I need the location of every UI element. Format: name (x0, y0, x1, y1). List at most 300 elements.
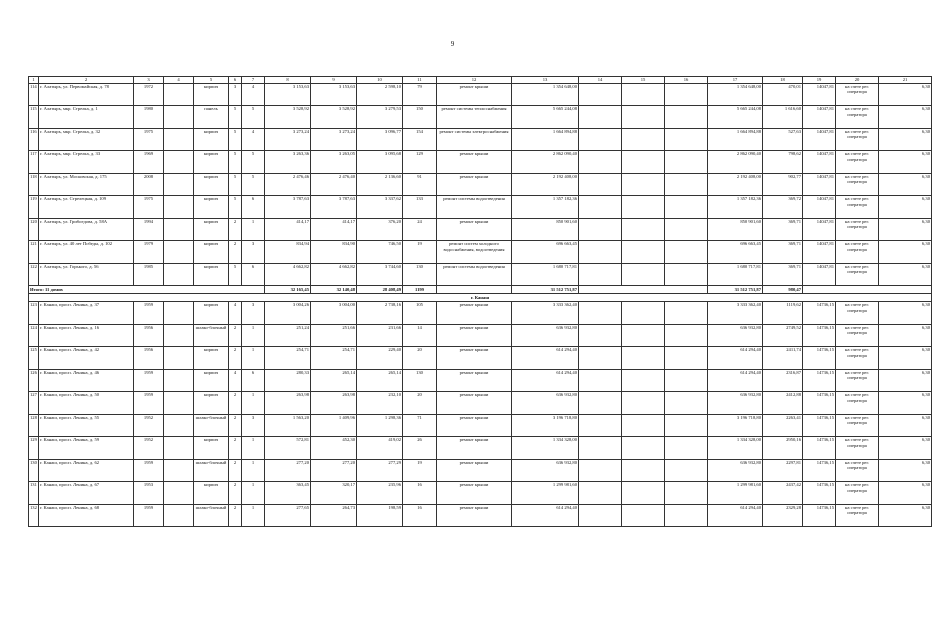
column-number: 3 (134, 77, 164, 84)
cell-addr: г. Канаш, просп. Ленина, д. 46 (39, 369, 134, 392)
cell-c19: 14736,15 (803, 504, 836, 527)
empty-cell (164, 437, 194, 460)
cell-c19: 14047,81 (803, 83, 836, 106)
cell-c19: 14047,81 (803, 263, 836, 286)
cell-mat: кирпич (194, 173, 229, 196)
cell-year: 1952 (134, 437, 164, 460)
cell-en: 1 (242, 324, 265, 347)
cell-a3: 3 095,68 (357, 151, 403, 174)
empty-cell (164, 347, 194, 370)
city-row (29, 294, 932, 302)
cell-c20: на счете рег. оператора (836, 218, 879, 241)
table-row (29, 392, 932, 415)
cell-a3: 3 279,53 (357, 106, 403, 129)
cell-c21: 6,30 (879, 263, 932, 286)
cell-year: 1969 (134, 151, 164, 174)
cell-a1: 2 476,46 (265, 173, 311, 196)
cell-cost: 636 932,80 (512, 459, 579, 482)
cell-year: 1953 (134, 482, 164, 505)
page-number: 9 (450, 40, 455, 48)
column-number: 7 (242, 77, 265, 84)
cell-mat: кирпич (194, 302, 229, 325)
cell-year: 2008 (134, 173, 164, 196)
cell-fl: 4 (229, 302, 242, 325)
empty-cell (622, 414, 665, 437)
column-number: 1 (29, 77, 39, 84)
cell-a3: 376,20 (357, 218, 403, 241)
cell-c17: 696 663,45 (708, 241, 763, 264)
cell-res: 129 (403, 151, 437, 174)
empty-cell (164, 83, 194, 106)
cell-fl: 5 (229, 263, 242, 286)
table-row (29, 324, 932, 347)
column-number: 10 (357, 77, 403, 84)
cell-c21: 6,30 (879, 196, 932, 219)
column-number: 19 (803, 77, 836, 84)
cell-en: 3 (242, 302, 265, 325)
empty-cell (665, 106, 708, 129)
empty-cell (164, 196, 194, 219)
empty-cell (579, 414, 622, 437)
empty-cell (622, 324, 665, 347)
cell-c17: 2 862 090,40 (708, 151, 763, 174)
cell-a1: 4 662,82 (265, 263, 311, 286)
cell-c17: 636 932,80 (708, 459, 763, 482)
cell-a2: 834,90 (311, 241, 357, 264)
empty-cell (622, 347, 665, 370)
column-number: 8 (265, 77, 311, 84)
empty-cell (579, 504, 622, 527)
cell-en: 4 (242, 128, 265, 151)
table-row (29, 173, 932, 196)
cell-a3: 232,10 (357, 392, 403, 415)
cell-a1: 3 273,24 (265, 128, 311, 151)
cell-c20: на счете рег. оператора (836, 369, 879, 392)
cell-c20: на счете рег. оператора (836, 414, 879, 437)
cell-mat: панель (194, 106, 229, 129)
cell-addr: г. Алатырь, ул. Первомайская, д. 78 (39, 83, 134, 106)
cell-year: 1959 (134, 302, 164, 325)
cell-addr: г. Канаш, просп. Ленина, д. 62 (39, 459, 134, 482)
cell-year: 1972 (134, 83, 164, 106)
cell-addr: г. Алатырь, мкр. Стрелка, д. 32 (39, 128, 134, 151)
column-number: 16 (665, 77, 708, 84)
column-number: 12 (437, 77, 512, 84)
cell-c18: 369,71 (763, 218, 803, 241)
cell-c17: 2 192 408,00 (708, 173, 763, 196)
cell-n: 128 (29, 414, 39, 437)
cell-addr: г. Канаш, просп. Ленина, д. 59 (39, 437, 134, 460)
empty-cell (622, 241, 665, 264)
cell-res: 24 (403, 218, 437, 241)
cell-addr: г. Канаш, просп. Ленина, д. 16 (39, 324, 134, 347)
cell-a2: 254,71 (311, 347, 357, 370)
empty-cell (622, 83, 665, 106)
cell-c20: на счете рег. оператора (836, 482, 879, 505)
cell-c19: 14736,15 (803, 459, 836, 482)
empty-cell (665, 504, 708, 527)
cell-addr: г. Алатырь, ул. Московская, д. 175 (39, 173, 134, 196)
cell-c20: на счете рег. оператора (836, 347, 879, 370)
empty-cell (579, 286, 708, 294)
cell-a3: 419,02 (357, 437, 403, 460)
total-row (29, 286, 932, 294)
cell-n: 127 (29, 392, 39, 415)
empty-cell (579, 347, 622, 370)
cell-work: ремонт системы электроснабжения (437, 128, 512, 151)
empty-cell (164, 218, 194, 241)
cell-work: ремонт крыши (437, 302, 512, 325)
column-number: 17 (708, 77, 763, 84)
empty-cell (164, 128, 194, 151)
cell-fl: 5 (229, 196, 242, 219)
empty-cell (622, 106, 665, 129)
cell-c17: 1 334 328,00 (708, 437, 763, 460)
cell-c20: на счете рег. оператора (836, 151, 879, 174)
empty-cell (665, 128, 708, 151)
cell-a2: 3 153,63 (311, 83, 357, 106)
cell-a1: 572,81 (265, 437, 311, 460)
cell-cost: 696 663,45 (512, 241, 579, 264)
cell-a1: 3 528,92 (265, 106, 311, 129)
cell-c17: 5 665 244,08 (708, 106, 763, 129)
cell-c18: 2297,81 (763, 459, 803, 482)
table-row (29, 504, 932, 527)
cell-c19: 14047,81 (803, 151, 836, 174)
empty-cell (164, 324, 194, 347)
cell-c21: 6,30 (879, 482, 932, 505)
total-a1: 32 165,45 (265, 286, 311, 294)
cell-a1: 254,71 (265, 347, 311, 370)
cell-c17: 1 664 894,88 (708, 128, 763, 151)
total-c18: 980,47 (763, 286, 803, 294)
cell-fl: 2 (229, 437, 242, 460)
empty-cell (622, 504, 665, 527)
cell-en: 6 (242, 263, 265, 286)
cell-fl: 2 (229, 218, 242, 241)
table-row (29, 414, 932, 437)
cell-c17: 614 294,40 (708, 369, 763, 392)
table-row (29, 263, 932, 286)
cell-n: 116 (29, 128, 39, 151)
cell-c20: на счете рег. оператора (836, 263, 879, 286)
cell-a2: 452,30 (311, 437, 357, 460)
cell-fl: 2 (229, 414, 242, 437)
cell-mat: шлако-блочный (194, 414, 229, 437)
cell-addr: г. Канаш, просп. Ленина, д. 37 (39, 302, 134, 325)
cell-c19: 14736,15 (803, 392, 836, 415)
cell-c18: 470,01 (763, 83, 803, 106)
empty-cell (622, 196, 665, 219)
cell-en: 6 (242, 196, 265, 219)
cell-year: 1959 (134, 369, 164, 392)
cell-c19: 14736,15 (803, 324, 836, 347)
cell-c20: на счете рег. оператора (836, 106, 879, 129)
empty-cell (164, 482, 194, 505)
cell-year: 1979 (134, 241, 164, 264)
cell-n: 131 (29, 482, 39, 505)
cell-cost: 850 901,60 (512, 218, 579, 241)
cell-addr: г. Алатырь, ул. Стрелецкая, д. 109 (39, 196, 134, 219)
cell-res: 130 (403, 369, 437, 392)
cell-c21: 6,30 (879, 392, 932, 415)
cell-a3: 2 598,10 (357, 83, 403, 106)
cell-work: ремонт системы теплоснабжения (437, 106, 512, 129)
cell-en: 1 (242, 437, 265, 460)
cell-mat: кирпич (194, 128, 229, 151)
empty-cell (164, 173, 194, 196)
cell-a1: 3 153,63 (265, 83, 311, 106)
cell-cost: 3 333 362,40 (512, 302, 579, 325)
cell-addr: г. Канаш, просп. Ленина, д. 67 (39, 482, 134, 505)
cell-a2: 265,14 (311, 369, 357, 392)
cell-c17: 1 680 717,81 (708, 263, 763, 286)
cell-a2: 264,73 (311, 504, 357, 527)
cell-c20: на счете рег. оператора (836, 459, 879, 482)
cell-fl: 2 (229, 504, 242, 527)
cell-work: ремонт крыши (437, 324, 512, 347)
cell-mat: кирпич (194, 218, 229, 241)
empty-cell (164, 459, 194, 482)
cell-n: 119 (29, 196, 39, 219)
city-name: г. Канаш (29, 294, 932, 302)
cell-c19: 14736,15 (803, 302, 836, 325)
cell-work: ремонт системы водоотведения (437, 196, 512, 219)
cell-a2: 3 528,92 (311, 106, 357, 129)
table-row (29, 369, 932, 392)
empty-cell (665, 414, 708, 437)
empty-cell (579, 196, 622, 219)
cell-en: 6 (242, 369, 265, 392)
column-number: 21 (879, 77, 932, 84)
cell-c18: 369,72 (763, 196, 803, 219)
cell-a1: 263,98 (265, 392, 311, 415)
cell-n: 117 (29, 151, 39, 174)
cell-c21: 6,30 (879, 347, 932, 370)
cell-mat: кирпич (194, 151, 229, 174)
empty-cell (665, 302, 708, 325)
cell-c20: на счете рег. оператора (836, 324, 879, 347)
cell-c18: 1 616,60 (763, 106, 803, 129)
table-row (29, 241, 932, 264)
cell-addr: г. Канаш, просп. Ленина, д. 68 (39, 504, 134, 527)
table-row (29, 196, 932, 219)
empty-cell (665, 369, 708, 392)
cell-c18: 2749,52 (763, 324, 803, 347)
cell-a2: 3 787,63 (311, 196, 357, 219)
column-number: 13 (512, 77, 579, 84)
cell-res: 105 (403, 302, 437, 325)
cell-en: 1 (242, 482, 265, 505)
cell-work: ремонт крыши (437, 459, 512, 482)
empty-cell (622, 173, 665, 196)
table-row (29, 459, 932, 482)
cell-c17: 850 901,60 (708, 218, 763, 241)
empty-cell (579, 263, 622, 286)
cell-year: 1985 (134, 263, 164, 286)
cell-en: 4 (242, 83, 265, 106)
cell-c21: 6,30 (879, 83, 932, 106)
empty-cell (665, 83, 708, 106)
cell-c19: 14047,81 (803, 106, 836, 129)
empty-cell (579, 106, 622, 129)
cell-year: 1959 (134, 392, 164, 415)
cell-addr: г. Алатырь, ул. Грибоедова, д. 58А (39, 218, 134, 241)
cell-mat: кирпич (194, 437, 229, 460)
cell-addr: г. Канаш, просп. Ленина, д. 55 (39, 414, 134, 437)
cell-a1: 3 263,36 (265, 151, 311, 174)
empty-cell (665, 151, 708, 174)
cell-mat: кирпич (194, 263, 229, 286)
cell-n: 123 (29, 302, 39, 325)
cell-cost: 2 192 408,00 (512, 173, 579, 196)
cell-c21: 6,30 (879, 324, 932, 347)
empty-cell (164, 369, 194, 392)
empty-cell (579, 392, 622, 415)
cell-work: ремонт крыши (437, 173, 512, 196)
cell-a3: 746,50 (357, 241, 403, 264)
cell-cost: 5 665 244,08 (512, 106, 579, 129)
cell-a1: 3 787,63 (265, 196, 311, 219)
cell-fl: 2 (229, 324, 242, 347)
cell-a1: 834,94 (265, 241, 311, 264)
empty-cell (579, 173, 622, 196)
column-number-row (29, 77, 932, 84)
cell-cost: 1 354 648,00 (512, 83, 579, 106)
cell-a1: 363,45 (265, 482, 311, 505)
cell-addr: г. Канаш, просп. Ленина, д. 42 (39, 347, 134, 370)
column-number: 20 (836, 77, 879, 84)
cell-mat: кирпич (194, 482, 229, 505)
cell-addr: г. Алатырь, ул. Горького, д. 56 (39, 263, 134, 286)
cell-c21: 6,30 (879, 151, 932, 174)
cell-a3: 2 738,16 (357, 302, 403, 325)
cell-work: ремонт крыши (437, 218, 512, 241)
cell-en: 1 (242, 218, 265, 241)
cell-a1: 251,24 (265, 324, 311, 347)
cell-fl: 5 (229, 151, 242, 174)
cell-res: 91 (403, 173, 437, 196)
total-cost: 31 512 751,87 (512, 286, 579, 294)
cell-c20: на счете рег. оператора (836, 196, 879, 219)
cell-c20: на счете рег. оператора (836, 392, 879, 415)
cell-c19: 14047,81 (803, 128, 836, 151)
cell-c20: на счете рег. оператора (836, 437, 879, 460)
cell-a3: 229,40 (357, 347, 403, 370)
cell-mat: шлако-блочный (194, 459, 229, 482)
table-row (29, 128, 932, 151)
cell-cost: 2 862 090,40 (512, 151, 579, 174)
cell-c18: 1119,62 (763, 302, 803, 325)
empty-cell (622, 263, 665, 286)
cell-a3: 3 096,77 (357, 128, 403, 151)
total-label: Итого: 11 домов (29, 286, 265, 294)
cell-year: 1956 (134, 347, 164, 370)
cell-c18: 2412,88 (763, 392, 803, 415)
cell-work: ремонт крыши (437, 83, 512, 106)
cell-a1: 3 004,26 (265, 302, 311, 325)
cell-c21: 6,30 (879, 459, 932, 482)
cell-n: 114 (29, 83, 39, 106)
cell-c17: 614 294,40 (708, 504, 763, 527)
cell-c19: 14047,81 (803, 173, 836, 196)
cell-a3: 198,59 (357, 504, 403, 527)
cell-c19: 14047,81 (803, 196, 836, 219)
cell-c20: на счете рег. оператора (836, 173, 879, 196)
cell-en: 1 (242, 392, 265, 415)
cell-res: 20 (403, 347, 437, 370)
cell-year: 1959 (134, 459, 164, 482)
cell-c19: 14736,15 (803, 437, 836, 460)
cell-cost: 1 299 981,60 (512, 482, 579, 505)
column-number: 5 (194, 77, 229, 84)
cell-a1: 277,65 (265, 504, 311, 527)
cell-work: ремонт крыши (437, 414, 512, 437)
cell-year: 1952 (134, 414, 164, 437)
cell-a2: 4 662,82 (311, 263, 357, 286)
cell-cost: 614 294,40 (512, 504, 579, 527)
empty-cell (164, 504, 194, 527)
cell-n: 121 (29, 241, 39, 264)
empty-cell (579, 241, 622, 264)
cell-addr: г. Канаш, просп. Ленина, д. 50 (39, 392, 134, 415)
cell-en: 3 (242, 414, 265, 437)
cell-c20: на счете рег. оператора (836, 241, 879, 264)
cell-en: 3 (242, 241, 265, 264)
cell-c18: 2316,87 (763, 369, 803, 392)
cell-cost: 1 357 182,36 (512, 196, 579, 219)
cell-res: 19 (403, 241, 437, 264)
cell-c18: 2411,74 (763, 347, 803, 370)
cell-work: ремонт крыши (437, 504, 512, 527)
cell-c18: 2263,41 (763, 414, 803, 437)
cell-c19: 14736,15 (803, 482, 836, 505)
column-number: 2 (39, 77, 134, 84)
column-number: 15 (622, 77, 665, 84)
table-row (29, 347, 932, 370)
cell-mat: кирпич (194, 369, 229, 392)
empty-cell (579, 83, 622, 106)
empty-cell (622, 128, 665, 151)
cell-mat: кирпич (194, 392, 229, 415)
total-a2: 32 140,48 (311, 286, 357, 294)
empty-cell (803, 286, 932, 294)
cell-cost: 636 932,80 (512, 392, 579, 415)
cell-c19: 14047,81 (803, 218, 836, 241)
repair-program-table (28, 76, 932, 527)
column-number: 9 (311, 77, 357, 84)
cell-c18: 369,71 (763, 263, 803, 286)
empty-cell (622, 302, 665, 325)
cell-res: 20 (403, 392, 437, 415)
cell-c21: 6,30 (879, 218, 932, 241)
cell-fl: 2 (229, 482, 242, 505)
cell-a3: 2 136,60 (357, 173, 403, 196)
empty-cell (164, 263, 194, 286)
empty-cell (164, 106, 194, 129)
cell-work: ремонт крыши (437, 437, 512, 460)
table-row (29, 151, 932, 174)
cell-c21: 6,30 (879, 302, 932, 325)
cell-c18: 527,63 (763, 128, 803, 151)
cell-a1: 280,33 (265, 369, 311, 392)
cell-year: 1975 (134, 128, 164, 151)
cell-en: 1 (242, 459, 265, 482)
cell-a3: 231,66 (357, 324, 403, 347)
cell-res: 133 (403, 196, 437, 219)
cell-fl: 2 (229, 392, 242, 415)
column-number: 18 (763, 77, 803, 84)
